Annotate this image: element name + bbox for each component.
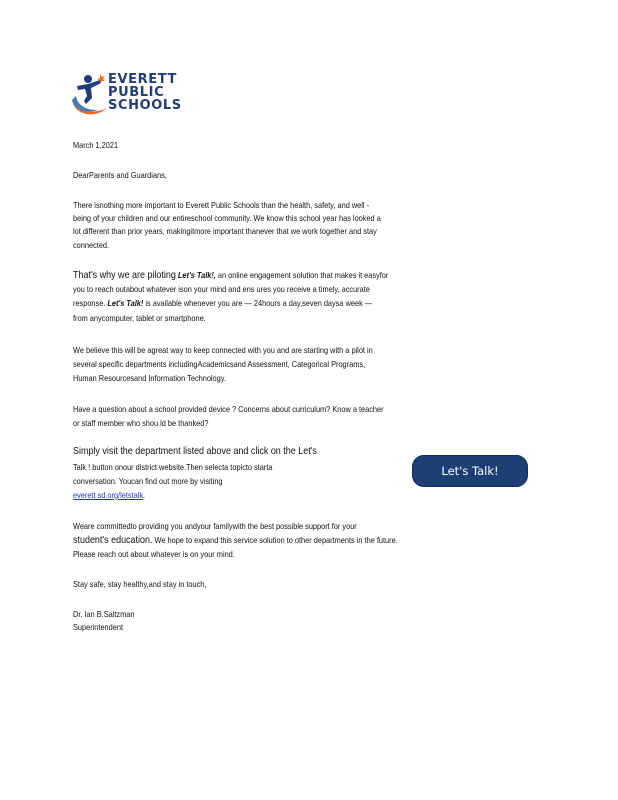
greeting: DearParents and Guardians, [73, 170, 167, 180]
paragraph-5-line [73, 490, 145, 500]
paragraph-6-line: Please reach out about whatever is on your mind. [73, 549, 235, 559]
swoosh-figure-icon [70, 70, 110, 120]
lets-talk-name: Let's Talk!, [177, 270, 216, 280]
lets-talk-button[interactable]: Let's Talk! [412, 455, 528, 487]
paragraph-1-line: connected. [73, 240, 110, 250]
paragraph-1-line: lot different than prior years, makingitmore important thanever that we work together and stay [73, 226, 377, 236]
paragraph-6-lead: student's education. [73, 535, 153, 546]
paragraph-3-line: Human Resourcesand Information Technology. [73, 373, 226, 383]
letter-date: March 1,2021 [73, 140, 119, 150]
district-logo [70, 70, 200, 120]
signature-name: Dr. Ian B.Saltzman [73, 609, 135, 619]
lets-talk-link[interactable]: everett sd.org/letstalk [73, 490, 144, 500]
paragraph-2-line [73, 270, 388, 281]
paragraph-2-line: from anycomputer, tablet or smartphone. [73, 313, 206, 323]
signature-title: Superintendent [73, 622, 123, 632]
paragraph-5-line: conversation. Youcan find out more by visiting [73, 476, 223, 486]
paragraph-4-line: Have a question about a school provided device ? Concerns about curriculum? Know a teacher [73, 404, 384, 414]
paragraph-6-line: Weare committedto providing you andyour familywith the best possible support for your [73, 521, 357, 531]
paragraph-2-line: you to reach outabout whatever ison your mind and ens ures you receive a timely, accurate [73, 284, 370, 294]
paragraph-3-line: We believe this will be agreat way to keep connected with you and are starting with a pilot in [73, 345, 373, 355]
logo-wordmark: EVERETT PUBLIC SCHOOLS [108, 72, 182, 113]
paragraph-6-line [73, 535, 398, 546]
period: . [143, 490, 146, 500]
paragraph-2-text: response. [73, 298, 106, 308]
closing-line: Stay safe, stay healthy,and stay in touch, [73, 579, 207, 589]
paragraph-4-line: or staff member who shou ld be thanked? [73, 418, 209, 428]
paragraph-1-line: There isnothing more important to Everett Public Schools than the health, safety, and well - [73, 200, 370, 210]
paragraph-3-line: several specific departments includingAcademicsand Assessment, Categorical Programs, [73, 359, 366, 369]
paragraph-2-text: is available whenever you are — 24hours a day,seven daysa week — [145, 298, 373, 308]
paragraph-1-line: being of your children and our entireschool community. We know this school year has looked a [73, 213, 381, 223]
paragraph-2-lead: That's why we are piloting [73, 270, 176, 281]
lets-talk-name: Let's Talk! [107, 298, 144, 308]
paragraph-5-line: Simply visit the department listed above and click on the Let's [73, 446, 317, 457]
paragraph-2-text: an online engagement solution that makes it easyfor [217, 270, 389, 280]
paragraph-5-line: Talk ! button onour district website.Then selecta topicto starta [73, 462, 273, 472]
paragraph-6-text: We hope to expand this service solution to other departments in the future. [154, 535, 398, 545]
paragraph-2-line [73, 298, 372, 308]
